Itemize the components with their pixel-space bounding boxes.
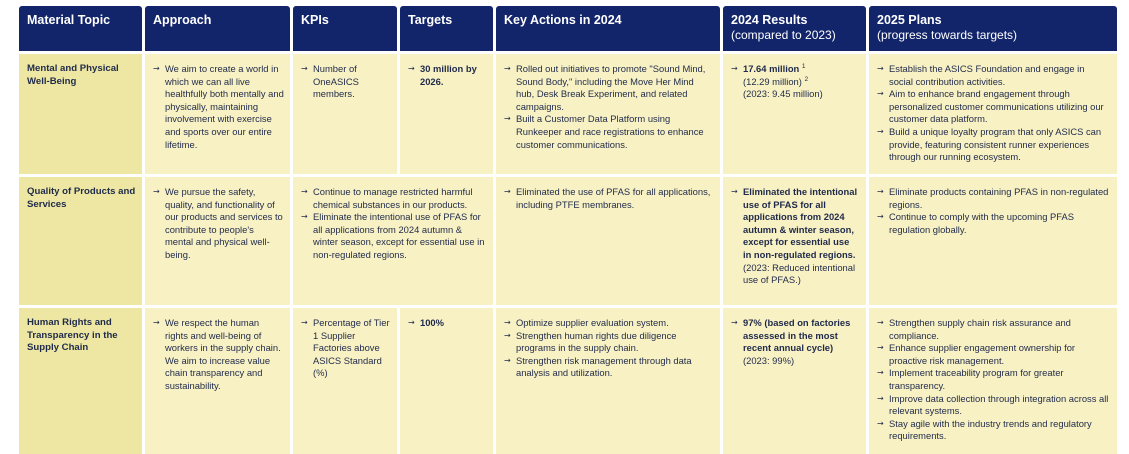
arrow-icon: → bbox=[877, 126, 884, 136]
arrow-icon: → bbox=[301, 212, 308, 222]
approach-cell bbox=[145, 177, 290, 305]
results-cell bbox=[723, 177, 866, 305]
approach-cell bbox=[145, 54, 290, 174]
list-item: → Strengthen supply chain risk assurance and compliance. bbox=[877, 317, 1071, 341]
header-approach: Approach bbox=[145, 6, 290, 51]
result-previous: (2023: 9.45 million) bbox=[743, 88, 823, 100]
list-item: → 100% bbox=[408, 317, 444, 328]
list-item: → Establish the ASICS Foundation and engage in social contribution activities. bbox=[877, 63, 1085, 87]
actions-cell bbox=[496, 177, 720, 305]
results-cell bbox=[723, 308, 866, 454]
header-plans: 2025 Plans (progress towards targets) bbox=[869, 6, 1117, 51]
arrow-icon: → bbox=[731, 64, 738, 73]
arrow-icon: → bbox=[731, 187, 738, 196]
list-item: → Percentage of Tier 1 Supplier Factories above ASICS Standard (%) bbox=[301, 317, 390, 379]
plans-cell bbox=[869, 54, 1117, 174]
arrow-icon: → bbox=[504, 187, 511, 196]
header-results: 2024 Results (compared to 2023) bbox=[723, 6, 866, 51]
arrow-icon: → bbox=[301, 64, 308, 73]
arrow-icon: → bbox=[877, 187, 884, 196]
list-item: → Eliminate the intentional use of PFAS for all applications from 2024 autumn & winter season, except for essential use in non-regulated regions. bbox=[301, 211, 485, 260]
arrow-icon: → bbox=[301, 318, 308, 327]
arrow-icon: → bbox=[504, 355, 511, 365]
arrow-icon: → bbox=[301, 187, 308, 196]
list-item: → Build a unique loyalty program that only ASICS can provide, featuring consistent runner experiences through our running ecosystem. bbox=[877, 125, 1102, 163]
arrow-icon: → bbox=[504, 64, 511, 73]
result-value: 97% (based on factories assessed in the most recent annual cycle) bbox=[743, 317, 851, 354]
arrow-icon: → bbox=[408, 318, 415, 327]
arrow-icon: → bbox=[504, 114, 511, 124]
list-item: → Improve data collection through integration across all relevant systems. bbox=[877, 392, 1109, 417]
list-item: → We respect the human rights and well-being of workers in the supply chain. We aim to increase value chain transparency and sustainability. bbox=[153, 317, 281, 391]
header-material-topic: Material Topic bbox=[19, 6, 142, 51]
arrow-icon: → bbox=[408, 64, 415, 73]
arrow-icon: → bbox=[877, 89, 884, 99]
list-item: → Rolled out initiatives to promote "Sound Mind, Sound Body," including the Move Her Mind hub, Desk Break Experiment, and related campaigns. bbox=[504, 63, 706, 112]
list-item: → Enhance supplier engagement ownership for proactive risk management. bbox=[877, 342, 1076, 366]
result-previous: (2023: 99%) bbox=[743, 354, 795, 366]
list-item: → Built a Customer Data Platform using Runkeeper and race registrations to enhance customer communications. bbox=[504, 113, 704, 150]
list-item: → 30 million by 2026. bbox=[408, 63, 477, 87]
list-item bbox=[731, 63, 860, 101]
list-item bbox=[731, 317, 860, 367]
topic-cell: Mental and Physical Well-Being bbox=[19, 54, 142, 174]
arrow-icon: → bbox=[504, 318, 511, 327]
arrow-icon: → bbox=[877, 368, 884, 378]
arrow-icon: → bbox=[877, 64, 884, 73]
arrow-icon: → bbox=[877, 212, 884, 222]
header-targets: Targets bbox=[400, 6, 493, 51]
result-previous: (2023: Reduced intentional use of PFAS.) bbox=[743, 261, 856, 286]
list-item: → Strengthen risk management through data analysis and utilization. bbox=[504, 354, 692, 379]
plans-cell bbox=[869, 177, 1117, 305]
list-item bbox=[731, 186, 860, 287]
arrow-icon: → bbox=[153, 64, 160, 73]
header-kpis: KPIs bbox=[293, 6, 397, 51]
list-item: → We pursue the safety, quality, and functionality of our products and services to contribute to people's mental and physical well-being. bbox=[153, 186, 283, 260]
list-item: → Optimize supplier evaluation system. bbox=[504, 317, 669, 328]
footnote-marker: 2 bbox=[804, 75, 809, 83]
arrow-icon: → bbox=[877, 418, 884, 428]
arrow-icon: → bbox=[877, 343, 884, 353]
topic-cell: Human Rights and Transparency in the Supply Chain bbox=[19, 308, 142, 454]
footnote-marker: 1 bbox=[801, 62, 806, 70]
list-item: → Eliminate products containing PFAS in non-regulated regions. bbox=[877, 186, 1109, 210]
header-key-actions: Key Actions in 2024 bbox=[496, 6, 720, 51]
arrow-icon: → bbox=[731, 318, 738, 327]
result-value: 17.64 million bbox=[743, 63, 800, 74]
topic-cell: Quality of Products and Services bbox=[19, 177, 142, 305]
list-item: → Implement traceability program for greater transparency. bbox=[877, 367, 1064, 391]
list-item: → Eliminated the use of PFAS for all applications, including PTFE membranes. bbox=[504, 186, 711, 210]
approach-cell bbox=[145, 308, 290, 454]
kpi-cell bbox=[293, 54, 397, 174]
arrow-icon: → bbox=[504, 330, 511, 340]
arrow-icon: → bbox=[877, 318, 884, 327]
list-item: → Continue to manage restricted harmful chemical substances in our products. bbox=[301, 186, 473, 210]
list-item: → Strengthen human rights due diligence programs in the supply chain. bbox=[504, 329, 677, 354]
sustainability-table bbox=[19, 6, 1117, 454]
arrow-icon: → bbox=[877, 393, 884, 403]
target-cell bbox=[400, 308, 493, 454]
actions-cell bbox=[496, 308, 720, 454]
result-secondary: (12.29 million) bbox=[743, 75, 802, 87]
result-value: Eliminated the intentional use of PFAS for all applications from 2024 autumn & winter season, except for essential use in non-regulated regions. bbox=[743, 186, 858, 260]
actions-cell bbox=[496, 54, 720, 174]
list-item: → Number of OneASICS members. bbox=[301, 63, 359, 100]
target-cell bbox=[400, 54, 493, 174]
list-item: → Stay agile with the industry trends and regulatory requirements. bbox=[877, 417, 1092, 442]
arrow-icon: → bbox=[153, 187, 160, 196]
kpi-cell bbox=[293, 308, 397, 454]
list-item: → Aim to enhance brand engagement through personalized customer communications utilizing our customer data platform. bbox=[877, 88, 1104, 125]
plans-cell bbox=[869, 308, 1117, 454]
kpi-target-cell bbox=[293, 177, 493, 305]
list-item: → Continue to comply with the upcoming PFAS regulation globally. bbox=[877, 211, 1074, 235]
arrow-icon: → bbox=[153, 318, 160, 327]
results-cell bbox=[723, 54, 866, 174]
list-item: → We aim to create a world in which we can all live healthfully both mentally and physically, maintaining involvement with exercise and sports over our entire lifetime. bbox=[153, 63, 284, 150]
